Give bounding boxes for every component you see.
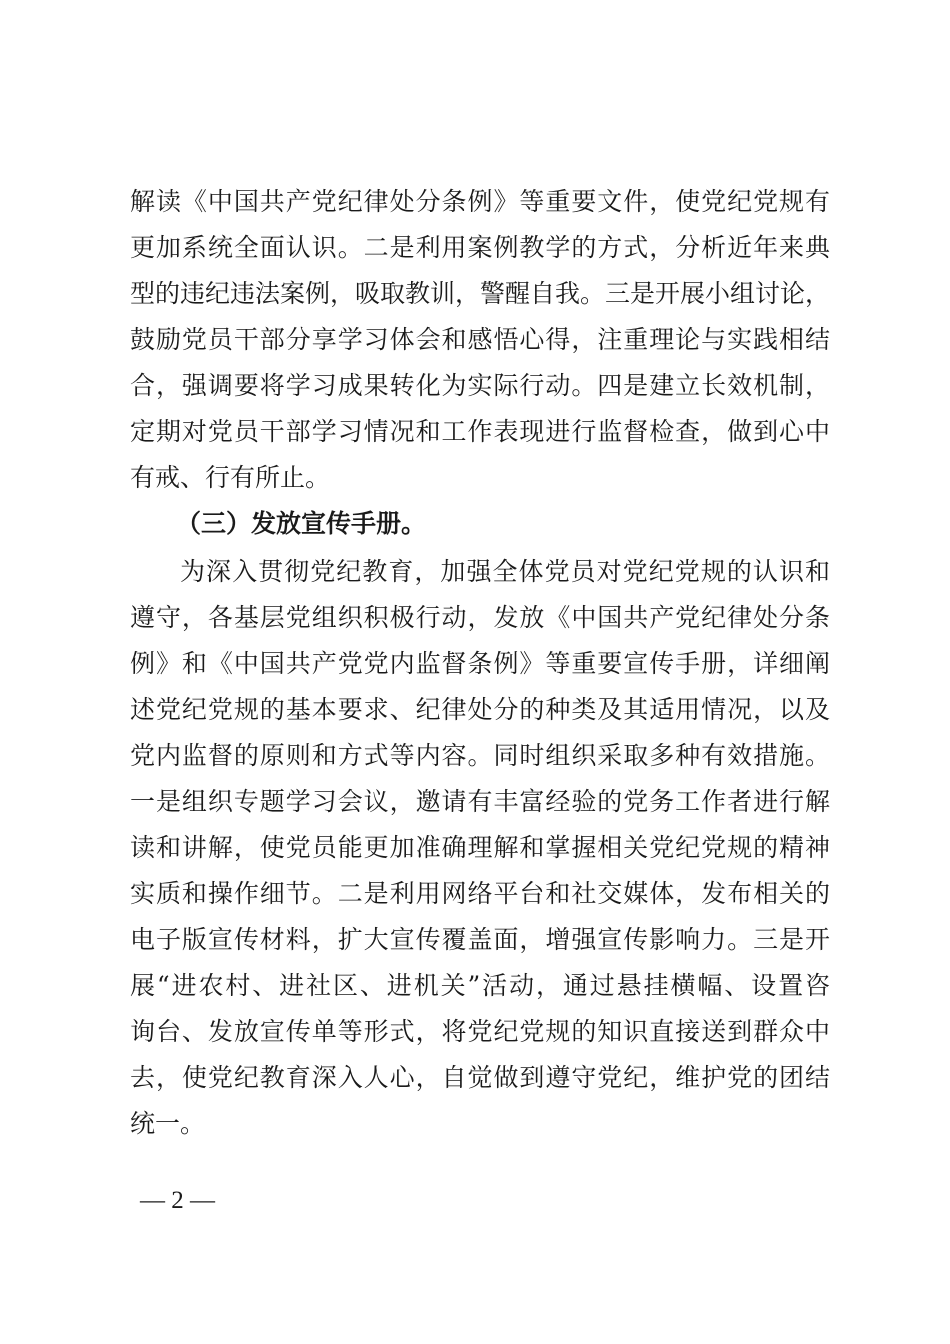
text-line: 为深入贯彻党纪教育，加强全体党员对党纪党规的认识和	[180, 557, 830, 586]
text-line: 定期对党员干部学习情况和工作表现进行监督检查，做到心中	[130, 417, 830, 446]
text-line: 有戒、行有所止。	[130, 463, 331, 492]
text-line: 遵守，各基层党组织积极行动，发放《中国共产党纪律处分条	[130, 603, 830, 632]
text-line: 实质和操作细节。二是利用网络平台和社交媒体，发布相关的	[130, 879, 830, 908]
section-heading: （三）发放宣传手册。	[176, 509, 427, 538]
text-line: 询台、发放宣传单等形式，将党纪党规的知识直接送到群众中	[130, 1017, 830, 1046]
text-line: 展“进农村、进社区、进机关”活动，通过悬挂横幅、设置咨	[130, 971, 830, 1000]
page-number: — 2 —	[140, 1187, 215, 1214]
text-line: 合，强调要将学习成果转化为实际行动。四是建立长效机制，	[130, 371, 830, 400]
text-line: 一是组织专题学习会议，邀请有丰富经验的党务工作者进行解	[130, 787, 830, 816]
text-line: 读和讲解，使党员能更加准确理解和掌握相关党纪党规的精神	[130, 833, 830, 862]
text-line: 解读《中国共产党纪律处分条例》等重要文件，使党纪党规有	[130, 187, 830, 216]
text-line: 去，使党纪教育深入人心，自觉做到遵守党纪，维护党的团结	[130, 1063, 830, 1092]
text-line: 鼓励党员干部分享学习体会和感悟心得，注重理论与实践相结	[130, 325, 830, 354]
text-line: 党内监督的原则和方式等内容。同时组织采取多种有效措施。	[130, 741, 830, 770]
text-line: 述党纪党规的基本要求、纪律处分的种类及其适用情况，以及	[130, 695, 830, 724]
text-line: 型的违纪违法案例，吸取教训，警醒自我。三是开展小组讨论，	[130, 279, 831, 308]
text-line: 例》和《中国共产党党内监督条例》等重要宣传手册，详细阐	[130, 649, 830, 678]
text-line: 电子版宣传材料，扩大宣传覆盖面，增强宣传影响力。三是开	[130, 925, 830, 954]
text-line: 统一。	[130, 1109, 206, 1138]
text-line: 更加系统全面认识。二是利用案例教学的方式，分析近年来典	[130, 233, 830, 262]
